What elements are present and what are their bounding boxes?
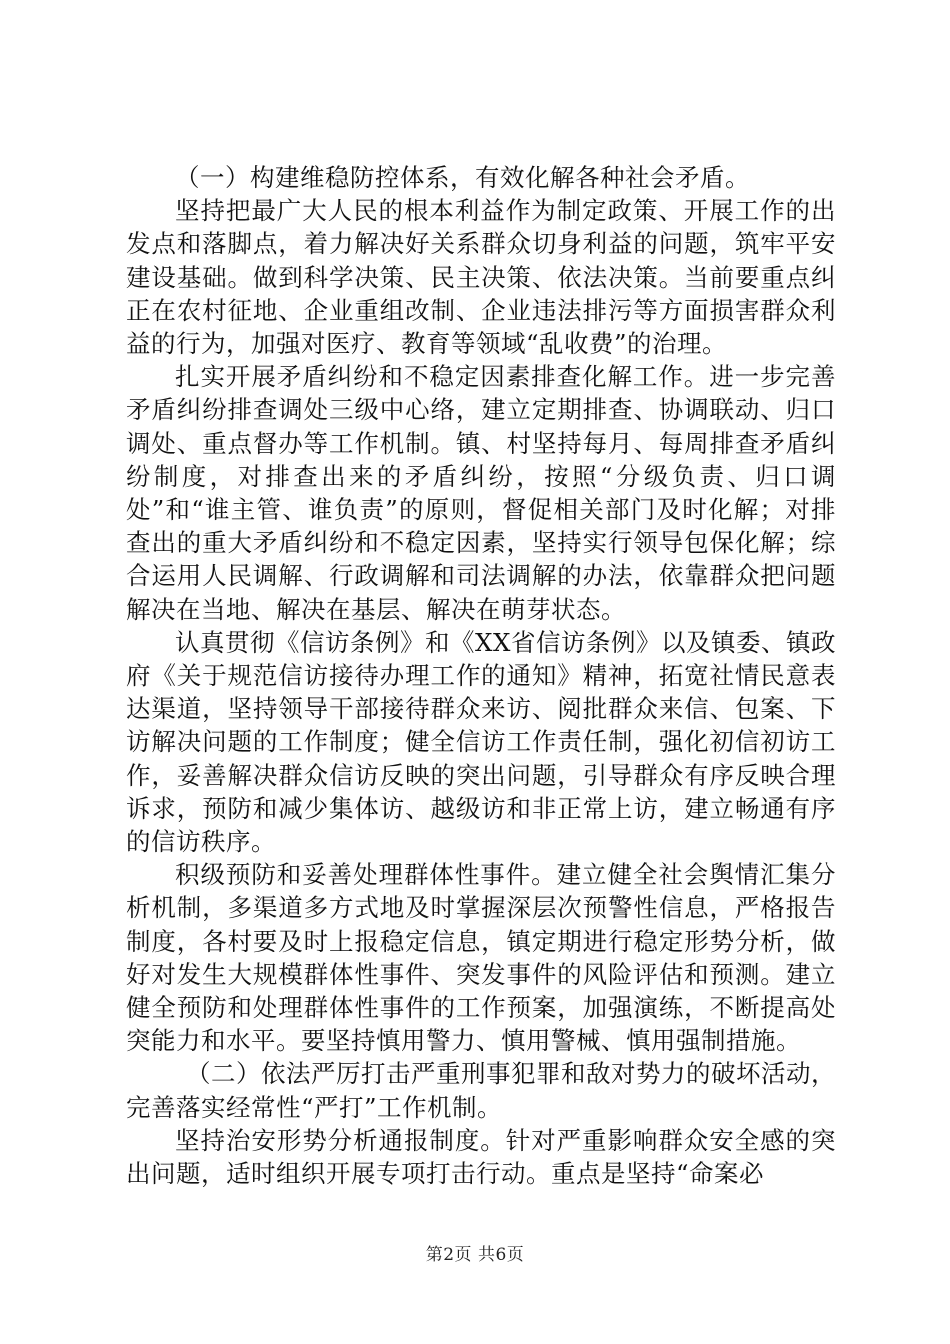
paragraph-petitions: 认真贯彻《信访条例》和《XX省信访条例》以及镇委、镇政府《关于规范信访接待办理工作的通知》精神，拓宽社情民意表达渠道，坚持领导干部接待群众来访、阅批群众来信、包案、下访解决问题的工作制度；健全信访工作责任制，强化初信初访工作，妥善解决群众信访反映的突出问题，引导群众有序反映合理诉求，预防和减少集体访、越级访和非正常上访，建立畅通有序的信访秩序。 xyxy=(126,627,836,857)
section-heading-1: （一）构建维稳防控体系，有效化解各种社会矛盾。 xyxy=(175,163,750,192)
document-body xyxy=(126,161,836,1190)
paragraph-mass-incidents: 积级预防和妥善处理群体性事件。建立健全社会舆情汇集分析机制，多渠道多方式地及时掌握深层次预警性信息，严格报告制度，各村要及时上报稳定信息，镇定期进行稳定形势分析，做好对发生大规模群体性事件、突发事件的风险评估和预测。建立健全预防和处理群体性事件的工作预案，加强演练，不断提高处突能力和水平。要坚持慎用警力、慎用警械、慎用强制措施。 xyxy=(126,860,836,1056)
section-heading-2: （二）依法严厉打击严重刑事犯罪和敌对势力的破坏活动，完善落实经常性“严打”工作机制。 xyxy=(126,1059,836,1122)
paragraph-policy: 坚持把最广大人民的根本利益作为制定政策、开展工作的出发点和落脚点，着力解决好关系群众切身利益的问题，筑牢平安建设基础。做到科学决策、民主决策、依法决策。当前要重点纠正在农村征地、企业重组改制、企业违法排污等方面损害群众利益的行为，加强对医疗、教育等领域“乱收费”的治理。 xyxy=(126,196,836,359)
page-number-footer: 第2页 共6页 xyxy=(425,1245,525,1265)
paragraph-dispute-resolution: 扎实开展矛盾纠纷和不稳定因素排查化解工作。进一步完善矛盾纠纷排查调处三级中心络，建立定期排查、协调联动、归口调处、重点督办等工作机制。镇、村坚持每月、每周排查矛盾纠纷制度，对排查出来的矛盾纠纷，按照“分级负责、归口调处”和“谁主管、谁负责”的原则，督促相关部门及时化解；对排查出的重大矛盾纠纷和不稳定因素，坚持实行领导包保化解；综合运用人民调解、行政调解和司法调解的办法，依靠群众把问题解决在当地、解决在基层、解决在萌芽状态。 xyxy=(126,362,836,624)
paragraph-public-security: 坚持治安形势分析通报制度。针对严重影响群众安全感的突出问题，适时组织开展专项打击行动。重点是坚持“命案必 xyxy=(126,1125,836,1189)
